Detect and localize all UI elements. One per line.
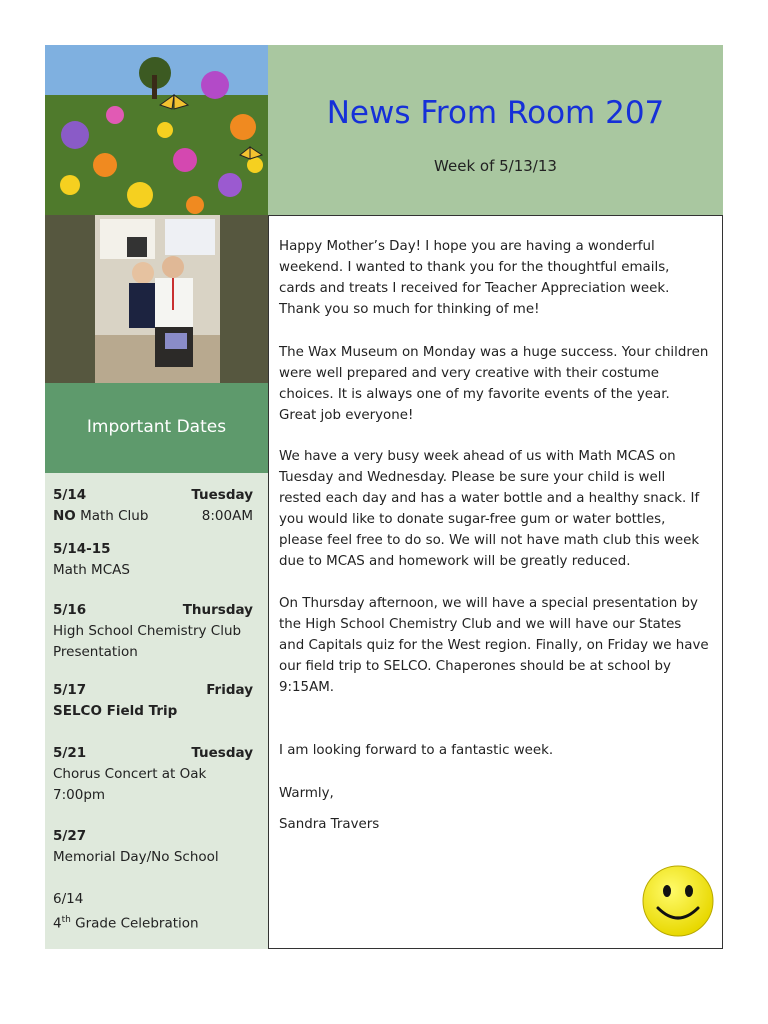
letter-paragraph: We have a very busy week ahead of us with Math MCAS on Tuesday and Wednesday. Please be sure your child is well rested each day and has a water bottle and a healthy snack. If you would like to donate sugar-free gum or water bottles, please feel free to do so. We will not have math club this week due to MCAS and homework will be greatly reduced. bbox=[279, 449, 700, 569]
flowers-photo bbox=[45, 45, 268, 215]
no-label: NO bbox=[53, 508, 76, 524]
page-title: News From Room 207 bbox=[326, 95, 665, 131]
date-label: 5/14 bbox=[53, 487, 87, 503]
date-detail: Memorial Day/No School bbox=[53, 849, 219, 865]
date-label: 5/21 bbox=[53, 745, 87, 761]
date-detail: High School Chemistry Club bbox=[53, 623, 242, 639]
letter-signature: Sandra Travers bbox=[279, 817, 380, 832]
date-entry bbox=[53, 680, 253, 722]
letter-paragraph: Happy Mother’s Day! I hope you are having a wonderful weekend. I wanted to thank you for the thoughtful emails, cards and treats I received for Teacher Appreciation week. Thank you so much for thinking of me! bbox=[279, 239, 670, 317]
date-label: 5/27 bbox=[53, 828, 87, 844]
grade-number: 4 bbox=[53, 915, 62, 932]
date-detail bbox=[53, 910, 253, 935]
date-label: 5/14-15 bbox=[53, 541, 111, 557]
date-entry bbox=[53, 539, 253, 581]
date-label: 6/14 bbox=[53, 891, 84, 907]
time-label: 8:00AM bbox=[201, 508, 253, 524]
grade-suffix: th bbox=[61, 915, 71, 925]
date-entry bbox=[53, 889, 253, 935]
grade-text: Grade Celebration bbox=[70, 915, 199, 932]
important-dates-header bbox=[45, 383, 268, 473]
date-entry bbox=[53, 485, 253, 527]
date-label: 5/16 bbox=[53, 602, 87, 618]
day-label: Thursday bbox=[182, 602, 253, 618]
smiley-icon bbox=[641, 864, 715, 938]
date-detail: Chorus Concert at Oak bbox=[53, 766, 207, 782]
newsletter-page bbox=[45, 45, 723, 949]
week-label: Week of 5/13/13 bbox=[434, 157, 557, 175]
letter-paragraph: I am looking forward to a fantastic week. bbox=[279, 743, 554, 758]
date-entry bbox=[53, 743, 253, 806]
important-dates-title: Important Dates bbox=[86, 417, 227, 437]
date-entry bbox=[53, 600, 253, 663]
letter-paragraph: On Thursday afternoon, we will have a special presentation by the High School Chemistry Club and we will have our States and Capitals quiz for the West region. Finally, on Friday we have our field trip to SELCO. Chaperones should be at school by 9:15AM. bbox=[279, 596, 709, 695]
date-detail: Presentation bbox=[53, 644, 138, 660]
date-detail: Math MCAS bbox=[53, 562, 130, 578]
day-label: Friday bbox=[206, 682, 253, 698]
date-label: 5/17 bbox=[53, 682, 87, 698]
letter-body bbox=[268, 215, 723, 949]
day-label: Tuesday bbox=[191, 487, 253, 503]
newsletter-header bbox=[268, 45, 723, 215]
date-detail: 7:00pm bbox=[53, 787, 106, 803]
letter-paragraph: The Wax Museum on Monday was a huge success. Your children were well prepared and very creative with their costume choices. It is always one of my favorite events of the year. Great job everyone! bbox=[279, 345, 709, 423]
important-dates-list bbox=[45, 473, 268, 949]
classroom-photo bbox=[45, 215, 268, 383]
date-entry bbox=[53, 826, 253, 868]
date-detail: SELCO Field Trip bbox=[53, 703, 178, 719]
letter-closing: Warmly, bbox=[279, 786, 334, 801]
day-label: Tuesday bbox=[191, 745, 253, 761]
date-detail: Math Club bbox=[75, 508, 149, 524]
